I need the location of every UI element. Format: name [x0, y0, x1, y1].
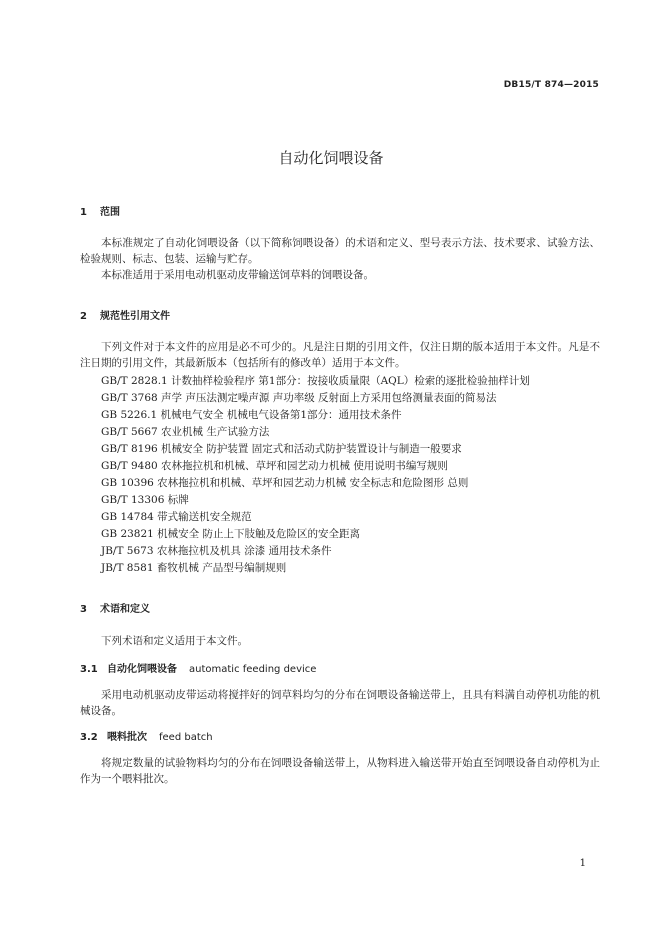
reference-item: GB 5226.1 机械电气安全 机械电气设备第1部分：通用技术条件 [101, 409, 402, 421]
scope-paragraph-1: 本标准规定了自动化饲喂设备（以下简称饲喂设备）的术语和定义、型号表示方法、技术要求、试验方法、检验规则、标志、包装、运输与贮存。 [80, 237, 600, 265]
term-name-en: automatic feeding device [189, 664, 317, 675]
term-name-en: feed batch [159, 732, 213, 743]
section-number: 1 [80, 207, 87, 218]
term-definition-3-1: 采用电动机驱动皮带运动将搅拌好的饲草料均匀的分布在饲喂设备输送带上，且具有料满自动停机功能的机械设备。 [80, 689, 600, 717]
reference-item: JB/T 5673 农林拖拉机及机具 涂漆 通用技术条件 [101, 545, 332, 557]
reference-item: GB/T 9480 农林拖拉机和机械、草坪和园艺动力机械 使用说明书编写规则 [101, 460, 448, 472]
term-name-cn: 自动化饲喂设备 [107, 664, 177, 675]
reference-item: GB/T 8196 机械安全 防护装置 固定式和活动式防护装置设计与制造一般要求 [101, 443, 462, 455]
term-number: 3.2 [80, 732, 98, 743]
normative-references-intro: 下列文件对于本文件的应用是必不可少的。凡是注日期的引用文件，仅注日期的版本适用于本文件。凡是不注日期的引用文件，其最新版本（包括所有的修改单）适用于本文件。 [80, 341, 600, 369]
reference-item: GB 10396 农林拖拉机和机械、草坪和园艺动力机械 安全标志和危险图形 总则 [101, 477, 469, 489]
reference-item: GB/T 13306 标牌 [101, 494, 189, 506]
section-number: 2 [80, 311, 87, 322]
page-number: 1 [579, 858, 586, 869]
section-heading-scope [80, 203, 120, 218]
reference-item: GB 14784 带式输送机安全规范 [101, 511, 252, 523]
term-name-cn: 喂料批次 [107, 732, 147, 743]
document-code: DB15/T 874—2015 [503, 80, 599, 90]
section-heading-normative-references [80, 307, 170, 322]
section-number: 3 [80, 604, 87, 615]
section-title: 术语和定义 [100, 604, 150, 615]
term-definition-3-2: 将规定数量的试验物料均匀的分布在饲喂设备输送带上，从物料进入输送带开始直至饲喂设备自动停机为止作为一个喂料批次。 [80, 757, 600, 785]
reference-item: GB/T 3768 声学 声压法测定噪声源 声功率级 反射面上方采用包络测量表面的简易法 [101, 392, 497, 404]
term-heading-3-1 [80, 660, 316, 675]
section-title: 范围 [100, 207, 120, 218]
reference-item: GB/T 2828.1 计数抽样检验程序 第1部分：按接收质量限（AQL）检索的逐批检验抽样计划 [101, 375, 530, 387]
terms-intro: 下列术语和定义适用于本文件。 [101, 635, 248, 647]
term-heading-3-2 [80, 728, 213, 743]
section-title: 规范性引用文件 [100, 311, 170, 322]
term-number: 3.1 [80, 664, 98, 675]
scope-paragraph-2: 本标准适用于采用电动机驱动皮带输送饲草料的饲喂设备。 [101, 269, 374, 281]
document-title: 自动化饲喂设备 [278, 149, 384, 167]
section-heading-terms [80, 600, 150, 615]
reference-item: JB/T 8581 畜牧机械 产品型号编制规则 [101, 562, 287, 574]
reference-item: GB 23821 机械安全 防止上下肢触及危险区的安全距离 [101, 528, 361, 540]
reference-item: GB/T 5667 农业机械 生产试验方法 [101, 426, 270, 438]
